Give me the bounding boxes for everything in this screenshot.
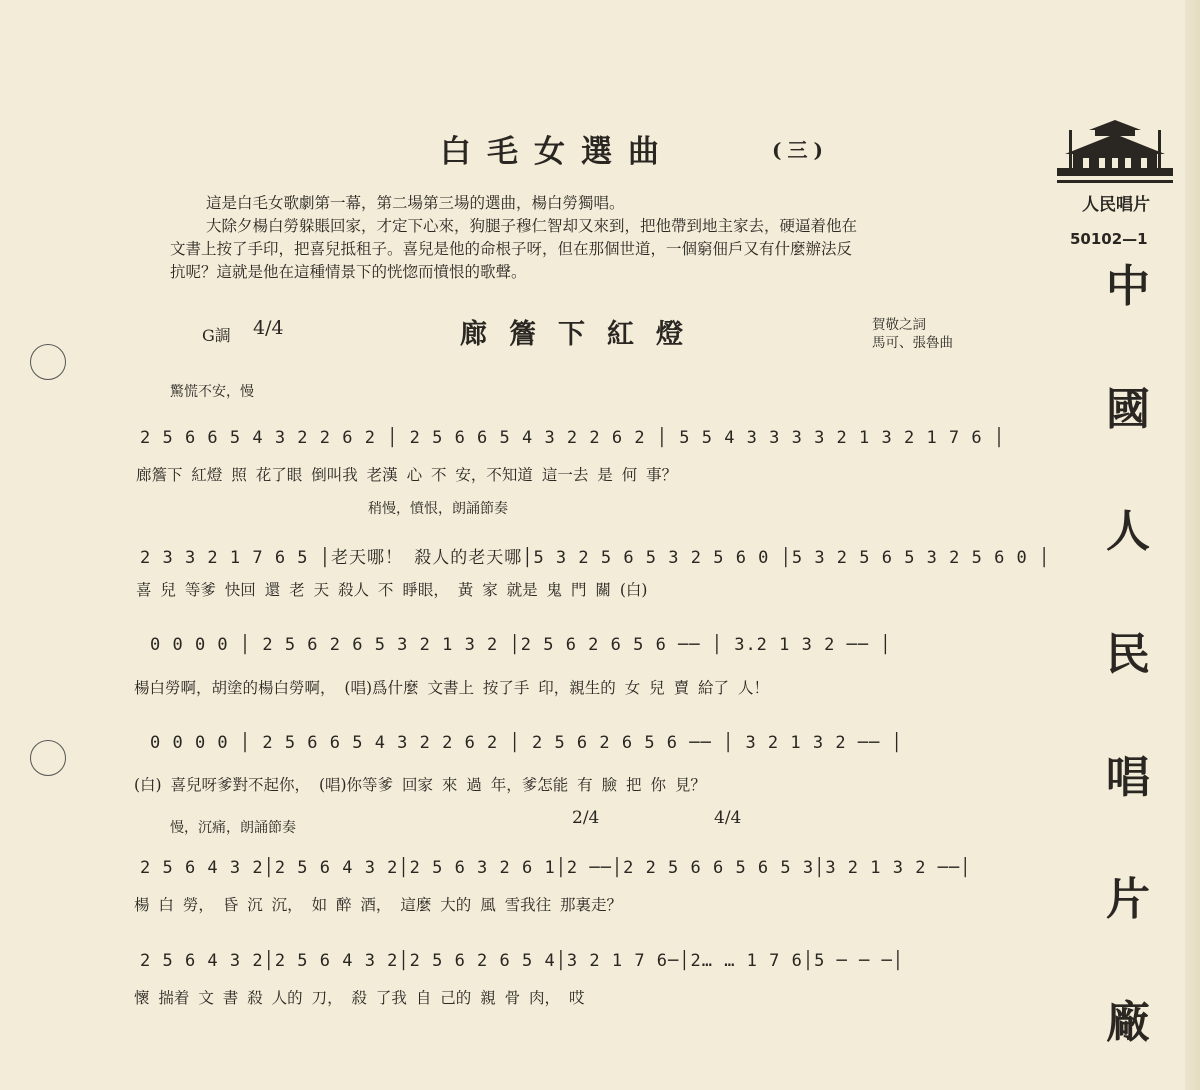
lyric-line-3: 楊白勞啊，胡塗的楊白勞啊， (唱)爲什麼 文書上 按了手 印，親生的 女 兒 賣 給了 人！ — [134, 679, 769, 697]
lyric-line-6: 懷 揣着 文 書 殺 人的 刀， 殺 了我 自 己的 親 骨 肉， 哎 — [134, 989, 585, 1007]
binder-hole-top — [30, 344, 66, 380]
notation-line-5: 2 5 6 4 3 2│2 5 6 4 3 2│2 5 6 3 2 6 1│2 ──│2 2 5 6 6 5 6 5 3│3 2 1 3 2 ──│ — [140, 858, 972, 878]
notation-line-6: 2 5 6 4 3 2│2 5 6 4 3 2│2 5 6 2 6 5 4│3 2 1 7 6─│2… … 1 7 6│5 ─ ─ ─│ — [140, 951, 904, 971]
lyric-line-4: (白) 喜兒呀爹對不起你， (唱)你等爹 回家 來 過 年，爹怎能 有 臉 把 你 見？ — [134, 776, 706, 794]
notation-line-2: 2 3 3 2 1 7 6 5 │老天哪！ 殺人的老天哪│5 3 2 5 6 5 3 2 5 6 0 │5 3 2 5 6 5 3 2 5 6 0 │ — [140, 548, 1051, 568]
notation-line-3: 0 0 0 0 │ 2 5 6 2 6 5 3 2 1 3 2 │2 5 6 2 6 5 6 ── │ 3.2 1 3 2 ── │ — [150, 635, 892, 655]
tempo-mark: 驚慌不安，慢 — [170, 384, 254, 400]
song-credits — [872, 316, 953, 352]
intro-line: 這是白毛女歌劇第一幕，第二場第三場的選曲，楊白勞獨唱。 — [206, 194, 625, 212]
lyricist-credit: 賀敬之詞 — [872, 317, 926, 333]
vertical-company-name — [1098, 261, 1158, 1048]
lyric-line-1: 廊簷下 紅燈 照 花了眼 倒叫我 老漢 心 不 安，不知道 這一去 是 何 事？ — [136, 466, 678, 484]
vertical-glyph: 民 — [1106, 628, 1150, 680]
vertical-glyph: 國 — [1106, 383, 1150, 435]
notation-line-1: 2 5 6 6 5 4 3 2 2 6 2 │ 2 5 6 6 5 4 3 2 2 6 2 │ 5 5 4 3 3 3 3 2 1 3 2 1 7 6 │ — [140, 428, 1006, 448]
key-signature: G調 — [202, 326, 231, 345]
vertical-glyph: 中 — [1106, 261, 1150, 312]
time-signature: 4/4 — [253, 317, 284, 339]
notation-line-4: 0 0 0 0 │ 2 5 6 6 5 4 3 2 2 6 2 │ 2 5 6 2 6 5 6 ── │ 3 2 1 3 2 ── │ — [150, 733, 903, 753]
tempo-mark: 稍慢，憤恨，朗誦節奏 — [368, 501, 508, 517]
page-fold-edge — [1185, 0, 1200, 1090]
intro-text — [170, 192, 1020, 284]
vertical-glyph: 廠 — [1106, 996, 1150, 1048]
tiananmen-logo-icon — [1055, 120, 1175, 190]
vertical-glyph: 人 — [1106, 506, 1150, 558]
catalog-number: 50102—1 — [1070, 230, 1148, 248]
lyric-line-5: 楊 白 勞， 昏 沉 沉， 如 醉 酒， 這麼 大的 風 雪我往 那裏走？ — [134, 896, 623, 914]
page-title-number: (三) — [772, 138, 829, 162]
logo-label: 人民唱片 — [1082, 195, 1150, 215]
tempo-mark: 慢，沉痛，朗誦節奏 — [170, 820, 296, 836]
vertical-glyph: 唱 — [1106, 751, 1150, 803]
time-change: 2/4 — [572, 808, 600, 828]
binder-hole-bottom — [30, 740, 66, 776]
time-change: 4/4 — [714, 808, 742, 828]
lyric-line-2: 喜 兒 等爹 快回 還 老 天 殺人 不 睜眼， 黃 家 就是 鬼 門 關 (白) — [136, 581, 648, 599]
intro-line: 抗呢？這就是他在這種情景下的恍惚而憤恨的歌聲。 — [170, 263, 527, 281]
intro-line: 文書上按了手印，把喜兒抵租子。喜兒是他的命根子呀，但在那個世道，一個窮佃戶又有什麼辦法反 — [170, 240, 853, 258]
page-title: 白毛女選曲 — [440, 134, 675, 170]
composer-credit: 馬可、張魯曲 — [872, 335, 953, 351]
song-title: 廊簷下紅燈 — [460, 319, 705, 350]
intro-line: 大除夕楊白勞躲賬回家，才定下心來，狗腿子穆仁智却又來到，把他帶到地主家去，硬逼着他在 — [206, 217, 858, 235]
vertical-glyph: 片 — [1106, 874, 1150, 926]
